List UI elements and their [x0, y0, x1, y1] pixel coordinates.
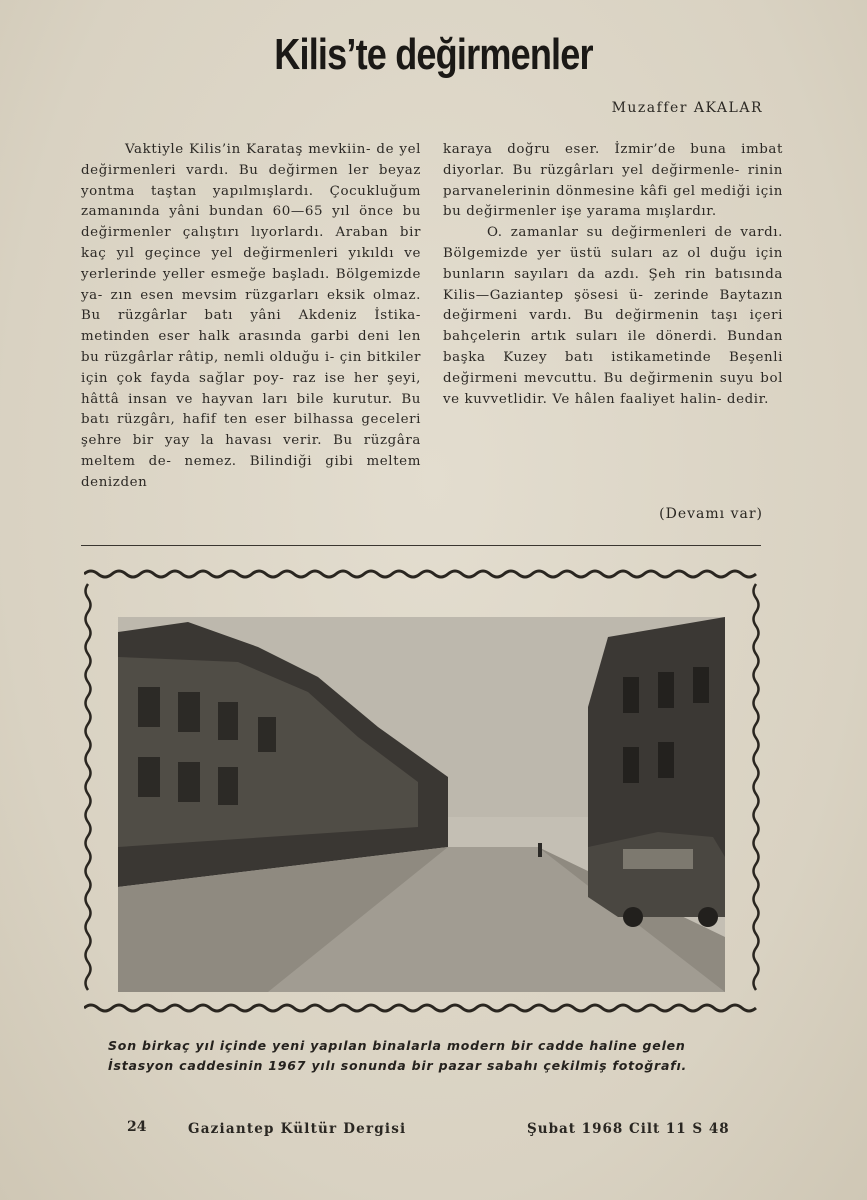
- caption-line-2: İstasyon caddesinin 1967 yılı sonunda bir pazar sabahı çekilmiş fotoğrafı.: [108, 1058, 688, 1073]
- page-number: 24: [127, 1119, 147, 1135]
- right-column: [443, 140, 783, 410]
- article-author: Muzaffer AKALAR: [611, 100, 763, 116]
- issue-info: Şubat 1968 Cilt 11 S 48: [527, 1121, 730, 1137]
- paragraph-3: O. zamanlar su değirmenleri de vardı. Bölgemizde yer üstü suları az ol duğu için bunların sayıları da azdı. Şeh rin batısında Kilis—Gaziantep şösesi ü- zerinde Baytazın değirmeni vardı. Bu değirmenin taşı içeri bahçelerin artık suları ile dönerdi. Bundan başka Kuzey batı istikametinde Beşenli değirmeni mevcuttu. Bu değirmenin suyu bol ve kuvvetlidir. Ve hâlen faaliyet halin- dedir.: [443, 225, 783, 407]
- magazine-name: Gaziantep Kültür Dergisi: [188, 1121, 407, 1137]
- caption-line-1: Son birkaç yıl içinde yeni yapılan binalarla modern bir cadde haline gelen: [108, 1038, 686, 1053]
- street-photo: [118, 617, 725, 992]
- paragraph-1: Vaktiyle Kilis’in Karataş mevkiin- de yel değirmenleri vardı. Bu değirmen ler beyaz yontma taştan yapılmışlardı. Çocukluğum zamanında yâni bundan 60—65 yıl önce bu değirmenler çalıştırı lıyorlardı. Araban bir kaç yıl geçince yel değirmenleri yıkıldı ve yerlerinde yeller esmeğe başladı. Bölgemizde ya- zın esen mevsim rüzgarları eksik olmaz. Bu rüzgârlar batı yâni Akdeniz İstika- metinden eser halk arasında garbi deni len bu rüzgârlar râtip, nemli olduğu i- çin bitkiler için çok fayda sağlar poy- raz ise her şeyi, hâttâ insan ve hayvan ları bile kurutur. Bu batı rüzgârı, hafif ten eser bilhassa geceleri şehre bir yay la havası verir. Bu rüzgâra meltem de- nemez. Bilindiği gibi meltem denizden: [81, 142, 421, 490]
- divider-rule: [81, 545, 761, 546]
- paragraph-2: karaya doğru eser. İzmir’de buna imbat diyorlar. Bu rüzgârları yel değirmenle- rinin parvanelerinin dönmesine kâfi gel mediği için bu değirmenler işe yarama mışlardır.: [443, 142, 783, 220]
- left-column: [81, 140, 421, 494]
- article-title: Kilis’te değirmenler: [274, 30, 593, 79]
- photo-caption: [108, 1036, 768, 1076]
- continued-note: (Devamı var): [659, 506, 763, 522]
